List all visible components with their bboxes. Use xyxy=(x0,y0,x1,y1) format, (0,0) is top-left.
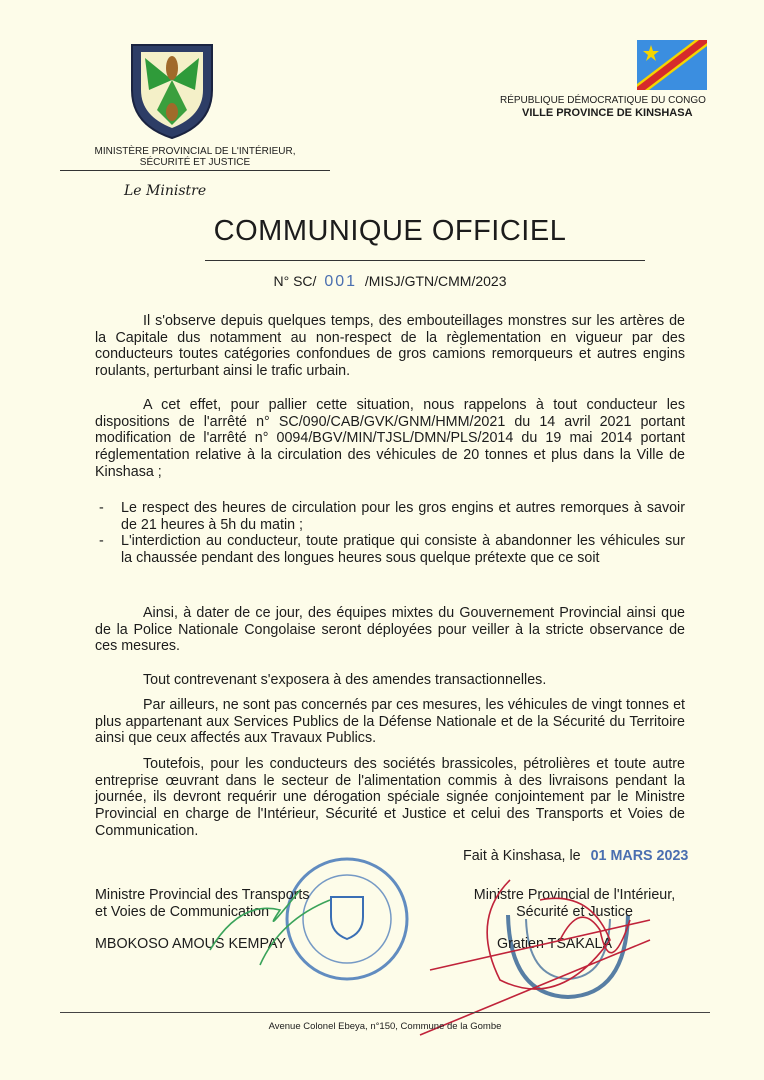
left-signatory-title-2: et Voies de Communication xyxy=(95,903,270,920)
ministry-line2: SÉCURITÉ ET JUSTICE xyxy=(139,157,251,168)
drc-flag xyxy=(637,40,707,90)
right-signatory-title-1: Ministre Provincial de l'Intérieur, xyxy=(473,887,676,903)
kinshasa-emblem xyxy=(127,40,217,140)
document-title: COMMUNIQUE OFFICIEL xyxy=(213,215,567,247)
title-divider xyxy=(205,260,645,261)
list-item: - Le respect des heures de circulation pour les gros engins et autres remorques à savoir de 21 heures à 5h du matin ; xyxy=(95,500,685,533)
footer-divider xyxy=(60,1012,710,1013)
country-name: RÉPUBLIQUE DÉMOCRATIQUE DU CONGO xyxy=(500,95,706,106)
measures-list xyxy=(95,500,685,567)
right-signatory-name: Gratien TSAKALA xyxy=(497,936,612,953)
footer-address: Avenue Colonel Ebeya, n°150, Commune de la Gombe xyxy=(268,1021,502,1032)
right-handwritten-signature xyxy=(410,860,670,1040)
paragraph-2: A cet effet, pour pallier cette situation, nous rappelons à tout conducteur les dispositions de l'arrêté n° SC/090/CAB/GVK/GNM/HMM/2021 du 14 avril 2021 portant modification de l'arrêté n° 0094/BGV/MIN/TJSL/DMN/PLS/2014 du 19 mai 2014 portant réglementation relative à la circulation des véhicules de 20 tonnes et plus dans la Ville de Kinshasa ; xyxy=(95,397,685,480)
ministry-line1: MINISTÈRE PROVINCIAL DE L'INTÉRIEUR, xyxy=(94,146,296,157)
left-handwritten-signature xyxy=(200,880,350,970)
right-signatory-title-2: Sécurité et Justice xyxy=(516,903,633,920)
province-name: VILLE PROVINCE DE KINSHASA xyxy=(522,107,693,119)
list-item: - L'interdiction au conducteur, toute pratique qui consiste à abandonner les véhicules sur la chaussée pendant des longues heures sous quelque prétexte que ce soit xyxy=(95,533,685,566)
le-ministre: Le Ministre xyxy=(124,183,207,199)
reference-handwritten-number: 001 xyxy=(324,273,358,290)
paragraph-5: Par ailleurs, ne sont pas concernés par ces mesures, les véhicules de vingt tonnes et plus appartenant aux Services Publics de la Défense Nationale et de la Sécurité du Territoire ainsi que ceux affectés aux Travaux Publics. xyxy=(95,697,685,747)
reference-suffix: /MISJ/GTN/CMM/2023 xyxy=(364,273,507,289)
reference-prefix: N° SC/ xyxy=(273,273,317,289)
ministry-name xyxy=(60,146,330,168)
left-signatory-name: MBOKOSO AMOUS KEMPAY xyxy=(95,936,286,953)
paragraph-6: Toutefois, pour les conducteurs des sociétés brassicoles, pétrolières et toute autre entreprise œuvrant dans le secteur de l'alimentation commis à des livraisons pendant la journée, ils devront requérir une dérogation spéciale signée conjointement par le Ministre Provincial en charge de l'Intérieur, Sécurité et Justice et celui des Transports et Voies de Communication. xyxy=(95,756,685,839)
paragraph-3: Ainsi, à dater de ce jour, des équipes mixtes du Gouvernement Provincial ainsi que de la Police Nationale Congolaise seront déployées pour veiller à la stricte observance de ces mesures. xyxy=(95,605,685,655)
reference-number xyxy=(95,273,685,291)
date-stamp: 01 MARS 2023 xyxy=(590,848,689,864)
place-date-label: Fait à Kinshasa, le xyxy=(463,848,581,864)
paragraph-4: Tout contrevenant s'exposera à des amendes transactionnelles. xyxy=(143,672,547,688)
paragraph-1: Il s'observe depuis quelques temps, des embouteillages monstres sur les artères de la Capitale dus notamment au non-respect de la règlementation en vigueur par des conducteurs toutes catégories confondues de gros camions remorqueurs et autres engins roulants, perturbant ainsi le trafic urbain. xyxy=(95,313,685,380)
left-signatory-title-1: Ministre Provincial des Transports xyxy=(95,887,310,903)
header-divider xyxy=(60,170,330,171)
